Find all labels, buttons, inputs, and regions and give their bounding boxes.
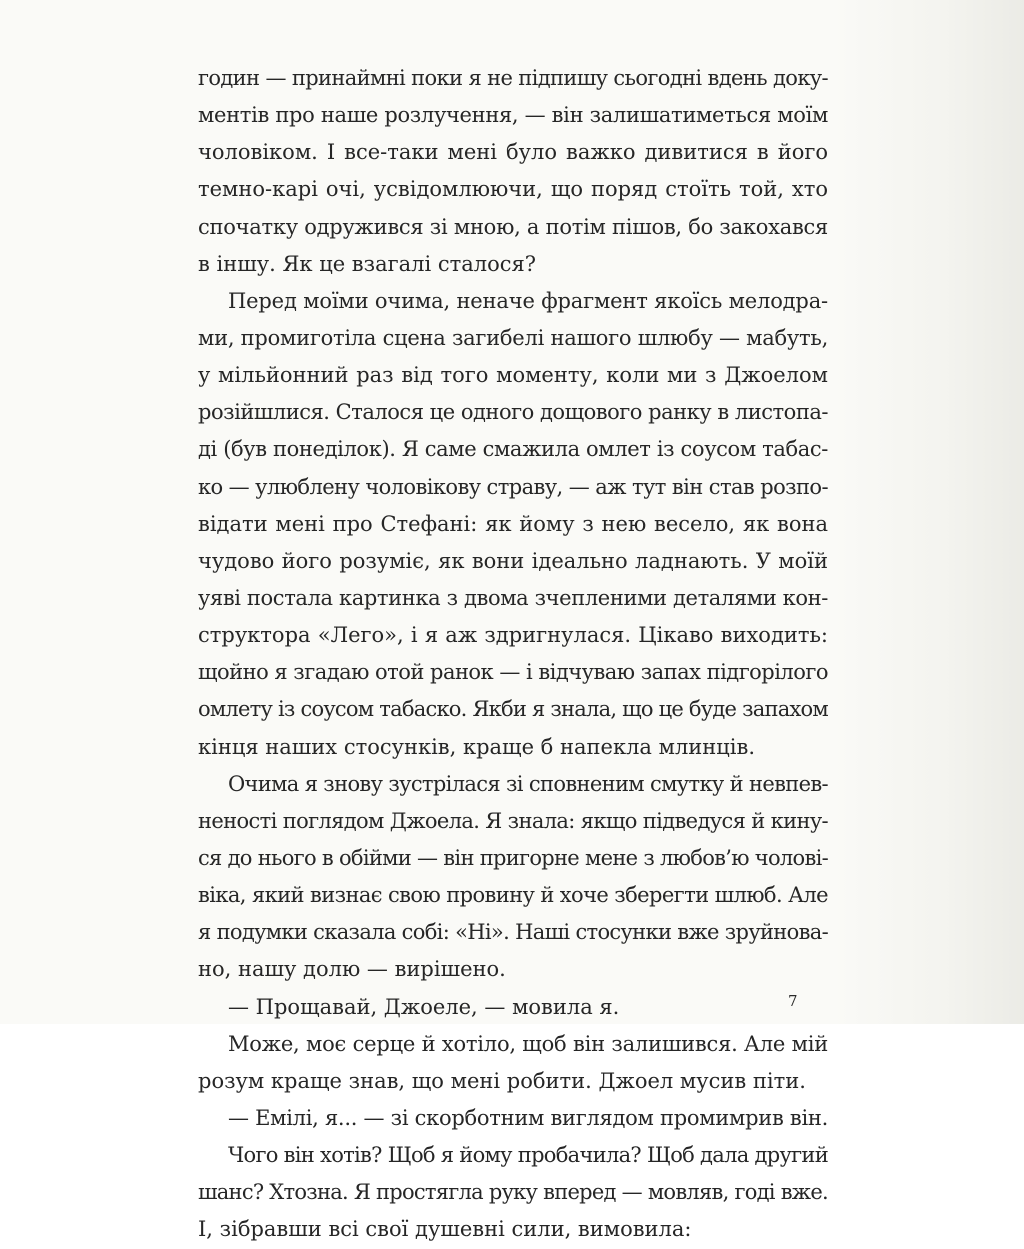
text-line: но, нашу долю — вирішено. [198,957,506,982]
text-line: ді (був понеділок). Я саме смажила омлет із соусом табас- [198,437,828,462]
text-line: Чого він хотів? Щоб я йому пробачила? Щоб дала другий [228,1143,828,1168]
text-line: — Емілі, я... — зі скорботним виглядом промимрив він. [228,1105,828,1130]
body-text [198,60,828,1249]
text-line: в іншу. Як це взагалі сталося? [198,251,537,276]
facing-page-shadow [834,0,1024,1024]
text-line: розум краще знав, що мені робити. Джоел мусив піти. [198,1068,806,1093]
text-line: ся до нього в обійми — він пригорне мене з любов’ю чолові- [198,845,828,870]
text-line: Очима я знову зустрілася зі сповненим смутку й невпев- [228,771,828,796]
text-line: відати мені про Стефані: як йому з нею весело, як вона [198,511,828,536]
text-line: Перед моїми очима, неначе фрагмент якоїсь мелодра- [228,288,828,313]
text-line: у мільйонний раз від того моменту, коли ми з Джоелом [198,363,828,388]
text-line: ми, промиготіла сцена загибелі нашого шлюбу — мабуть, [198,325,828,350]
text-line: — Прощавай, Джоеле, — мовила я. [228,994,620,1019]
text-line: уяві постала картинка з двома зчепленими деталями кон- [198,585,828,610]
text-line: шанс? Хтозна. Я простягла руку вперед — мовляв, годі вже. [198,1180,828,1205]
text-line: чоловіком. І все-таки мені було важко дивитися в його [198,140,828,165]
text-line: неності поглядом Джоела. Я знала: якщо підведуся й кину- [198,808,828,833]
text-line: я подумки сказала собі: «Ні». Наші стосунки вже зруйнова- [198,920,828,945]
text-line: спочатку одружився зі мною, а потім пішов, бо закохався [198,214,828,239]
text-line: Може, моє серце й хотіло, щоб він залишився. Але мій [228,1031,828,1056]
text-line: ментів про наше розлучення, — він залишатиметься моїм [198,103,828,128]
text-line: омлету із соусом табаско. Якби я знала, що це буде запахом [198,697,828,722]
text-line: віка, який визнає свою провину й хоче зберегти шлюб. Але [198,883,828,908]
text-line: щойно я згадаю отой ранок — і відчуваю запах підгорілого [198,660,828,685]
text-line: ко — улюблену чоловікову страву, — аж тут він став розпо- [198,474,828,499]
text-line: структора «Лего», і я аж здригнулася. Цікаво виходить: [198,623,828,648]
text-line: І, зібравши всі свої душевні сили, вимовила: [198,1217,692,1242]
text-line: темно-карі очі, усвідомлюючи, що поряд стоїть той, хто [198,177,828,202]
text-line: кінця наших стосунків, краще б напекла млинців. [198,734,755,759]
text-line: годин — принаймні поки я не підпишу сьогодні вдень доку- [198,66,828,90]
text-line: розійшлися. Сталося це одного дощового ранку в листопа- [198,400,828,425]
text-line: чудово його розуміє, як вони ідеально ладнають. У моїй [198,548,828,573]
page-number: 7 [788,992,798,1010]
